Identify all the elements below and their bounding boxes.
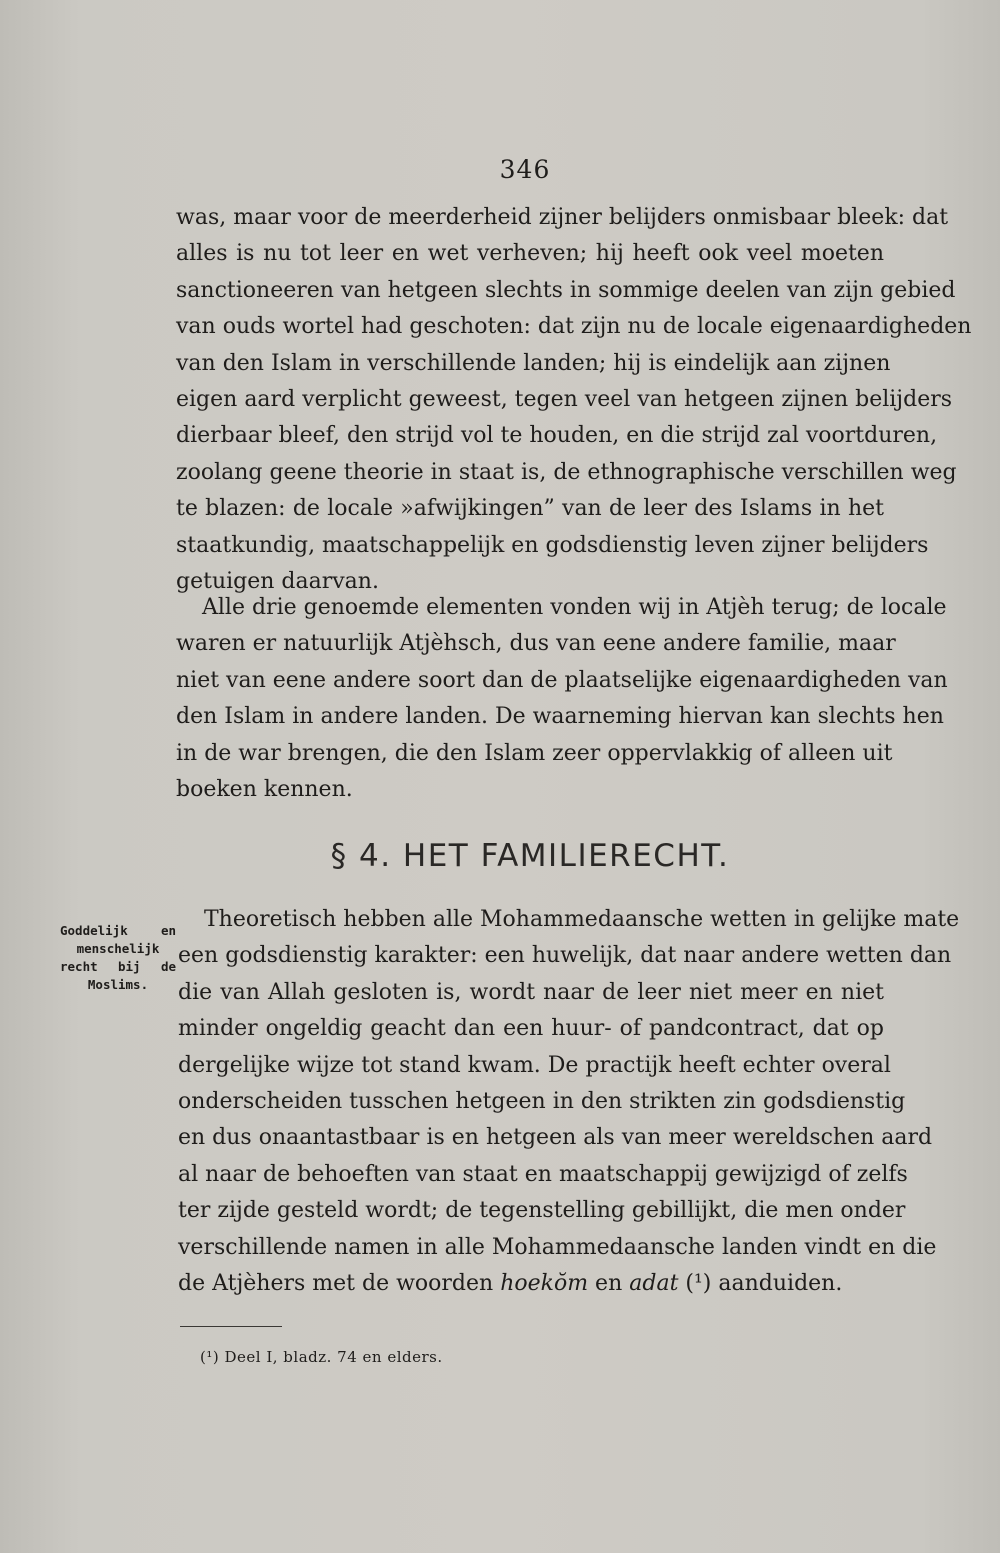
margin-note-line: Goddelijk en: [60, 923, 176, 938]
text-line: boeken kennen.: [176, 776, 353, 802]
text-line: eigen aard verplicht geweest, tegen veel van hetgeen zijnen belijders: [176, 386, 953, 412]
term-adat: adat: [629, 1270, 679, 1296]
text-line: te blazen: de locale »afwijkingen” van de leer des Islams in het: [176, 496, 884, 522]
margin-note: [60, 922, 176, 994]
text-line: onderscheiden tusschen hetgeen in den strikten zin godsdienstig: [178, 1088, 906, 1114]
text-segment: en: [588, 1270, 630, 1296]
text-line-final: [178, 1266, 884, 1302]
text-line: een godsdienstig karakter: een huwelijk, dat naar andere wetten dan: [178, 943, 952, 969]
paragraph-3: [178, 902, 960, 1302]
section-heading: § 4. HET FAMILIERECHT.: [330, 838, 730, 874]
margin-note-line: recht bij de: [60, 959, 176, 974]
text-line: den Islam in andere landen. De waarneming hiervan kan slechts hen: [176, 704, 944, 730]
text-line: en dus onaantastbaar is en hetgeen als van meer wereldschen aard: [178, 1125, 933, 1151]
paragraph-1: [176, 200, 972, 600]
text-line: die van Allah gesloten is, wordt naar de leer niet meer en niet: [178, 979, 884, 1005]
text-line: staatkundig, maatschappelijk en godsdienstig leven zijner belijders: [176, 532, 929, 558]
text-line: sanctioneeren van hetgeen slechts in sommige deelen van zijn gebied: [176, 277, 956, 303]
text-line: Theoretisch hebben alle Mohammedaansche wetten in gelijke mate: [204, 907, 960, 932]
text-line: in de war brengen, die den Islam zeer oppervlakkig of alleen uit: [176, 740, 893, 766]
page-number: 346: [499, 155, 551, 184]
text-segment: (¹) aanduiden.: [678, 1270, 843, 1296]
text-line: ter zijde gesteld wordt; de tegenstelling gebillijkt, die men onder: [178, 1198, 906, 1224]
text-segment: de Atjèhers met de woorden: [178, 1270, 501, 1296]
footnote-rule: [180, 1326, 282, 1327]
text-line: zoolang geene theorie in staat is, de ethnographische verschillen weg: [176, 459, 957, 485]
text-line: dierbaar bleef, den strijd vol te houden, en die strijd zal voortduren,: [176, 423, 938, 449]
text-line: minder ongeldig geacht dan een huur- of pandcontract, dat op: [178, 1016, 884, 1042]
margin-note-line: menschelijk: [76, 941, 160, 956]
text-line: dergelijke wijze tot stand kwam. De practijk heeft echter overal: [178, 1052, 891, 1078]
term-hoekom: hoekŏm: [500, 1270, 589, 1296]
text-line: alles is nu tot leer en wet verheven; hij heeft ook veel moeten: [176, 241, 884, 267]
text-line: niet van eene andere soort dan de plaatselijke eigenaardigheden van: [176, 667, 948, 693]
text-line: was, maar voor de meerderheid zijner belijders onmisbaar bleek: dat: [176, 205, 949, 230]
text-line: getuigen daarvan.: [176, 568, 379, 594]
footnote: (¹) Deel I, bladz. 74 en elders.: [200, 1348, 443, 1366]
text-line: waren er natuurlijk Atjèhsch, dus van eene andere familie, maar: [176, 631, 896, 657]
paragraph-2: [176, 590, 948, 808]
margin-note-line: Moslims.: [87, 977, 149, 992]
text-line: van ouds wortel had geschoten: dat zijn nu de locale eigenaardigheden: [176, 314, 972, 340]
text-line: van den Islam in verschillende landen; hij is eindelijk aan zijnen: [176, 350, 891, 376]
text-line: Alle drie genoemde elementen vonden wij in Atjèh terug; de locale: [202, 595, 947, 620]
text-line: al naar de behoeften van staat en maatschappij gewijzigd of zelfs: [178, 1161, 908, 1187]
text-line: verschillende namen in alle Mohammedaansche landen vindt en die: [178, 1234, 937, 1260]
